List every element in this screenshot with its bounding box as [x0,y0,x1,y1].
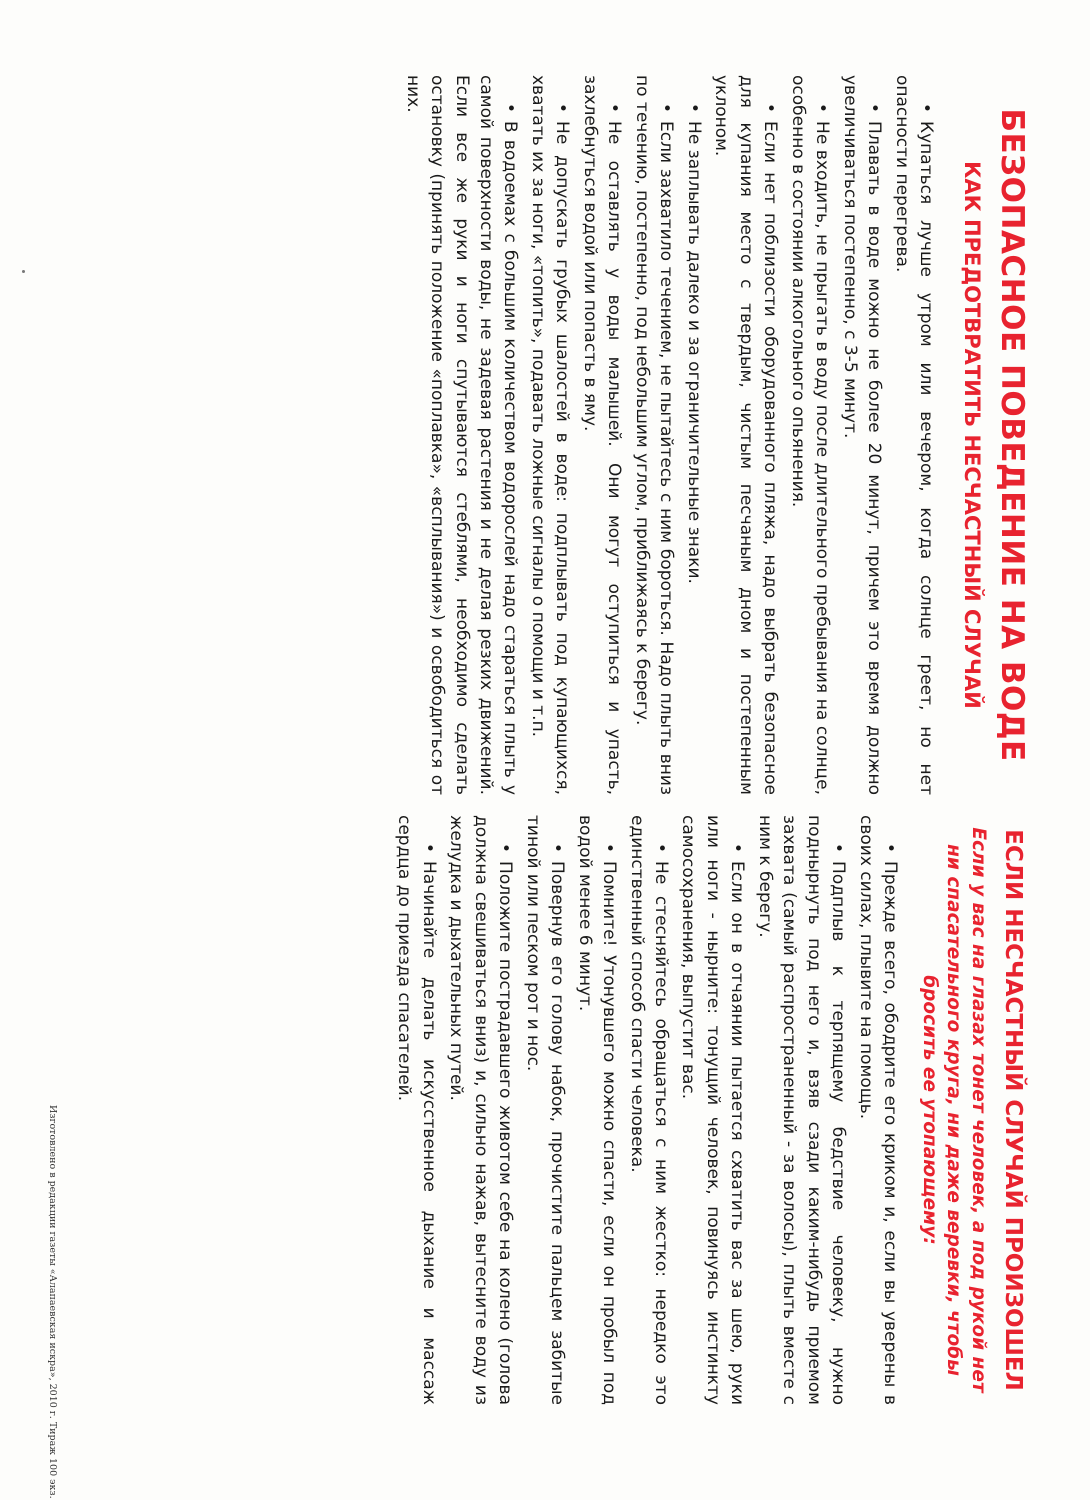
prevention-list [400,75,938,795]
section-subtitle-prevention: КАК ПРЕДОТВРАТИТЬ НЕСЧАСТНЫЙ СЛУЧАЙ [960,161,984,709]
section-subtitle-emergency: Если у вас на глазах тонет человек, а под рукой нет ни спасательного круга, ни даже веревки, чтобы бросить ее утопающему: [918,827,989,1393]
bullet-icon: • [495,843,516,854]
list-item: •Не входить, не прыгать в воду после длительного пребывания на солнце, особенно в состоянии алкогольного опьянения. [787,75,833,795]
bullet-icon: • [760,103,781,114]
list-item: •Положите пострадавшего животом себе на колено (голова должна свешиваться вниз) и, сильно нажав, вытесните воду из желудка и дыхательных путей. [446,815,516,1405]
list-item: •Не стесняйтесь обращаться с ним жестко: нередко это единственный способ спасти человека. [626,815,671,1405]
bullet-icon: • [864,103,885,114]
left-column [397,75,1030,795]
bullet-icon: • [880,843,901,854]
bullet-icon: • [500,103,521,114]
bullet-icon: • [552,103,573,114]
bullet-icon: • [651,843,671,854]
bullet-icon: • [828,843,849,854]
list-item: •Не заплывать далеко и за ограничительные знаки. [683,103,704,584]
list-item: •Если он в отчаянии пытается схватить вас за шею, руки или ноги - нырните: тонущий человек, повинуясь инстинкту самосохранения, выпустит вас. [678,815,748,1405]
section-title-emergency: ЕСЛИ НЕСЧАСТНЫЙ СЛУЧАЙ ПРОИЗОШЕЛ [1000,829,1026,1391]
list-item: •Не оставлять у воды малышей. Они могут оступиться и упасть, захлебнуться водой или попасть в яму. [579,75,625,795]
list-item: •Подплыв к терпящему бедствие человеку, нужно поднырнуть под него и, взяв сзади каким-нибудь приемом захвата (самый распространенный - за волосы), плыть вместе с ним к берегу. [754,815,849,1405]
page-title: БЕЗОПАСНОЕ ПОВЕДЕНИЕ НА ВОДЕ [994,108,1030,762]
list-item: •Прежде всего, ободрите его криком и, если вы уверены в своих силах, плывите на помощь. [855,815,901,1405]
bullet-icon: • [599,843,620,854]
imprint-footer: Изготовлено в редакции газеты «Алапаевская искра», 2010 г. Тираж 100 экз. [47,1105,58,1499]
list-item: •Если захватило течением, не пытайтесь с ним бороться. Надо плыть вниз по течению, постепенно, под небольшим углом, приближаясь к берегу. [631,75,677,795]
list-item: •Повернув его голову набок, прочистите пальцем забитые тиной или песком рот и нос. [522,815,568,1405]
bullet-icon: • [727,843,748,854]
bullet-icon: • [418,843,439,854]
bullet-icon: • [656,103,677,114]
list-item: •Плавать в воде можно не более 20 минут, причем это время должно увеличиваться постепенно, с 3-5 минут. [839,75,885,795]
right-column [389,815,1030,1405]
bullet-icon: • [916,103,936,114]
bullet-icon: • [812,103,833,114]
emergency-list [392,815,902,1405]
bullet-icon: • [604,103,625,114]
list-item: •Начинайте делать искусственное дыхание и массаж сердца до приезда спасателей. [394,815,439,1405]
list-item: •Если нет поблизости оборудованного пляжа, надо выбрать безопасное для купания место с твердым, чистым песчаным дном и постепенным уклоном. [711,75,781,795]
list-item: •Купаться лучше утром или вечером, когда солнце греет, но нет опасности перегрева. [891,75,936,795]
list-item: •В водоемах с большим количеством водорослей надо стараться плыть у самой поверхности воды, не задевая растения и не делая резких движений. Если все же руки и ноги спутываются стеблями, необходимо сделать остановку (принять положение «поплавка», «всплывания») и освободиться от них. [402,75,521,795]
list-item: •Не допускать грубых шалостей в воде: подплывать под купающихся, хватать их за ноги, «топить», подавать ложные сигналы о помощи и т.п. [527,75,573,795]
bullet-icon: • [547,843,568,854]
bullet-icon: • [683,103,704,114]
list-item: •Помните! Утонувшего можно спасти, если он пробыл под водой менее 6 минут. [574,815,620,1405]
scan-speck [22,270,25,273]
